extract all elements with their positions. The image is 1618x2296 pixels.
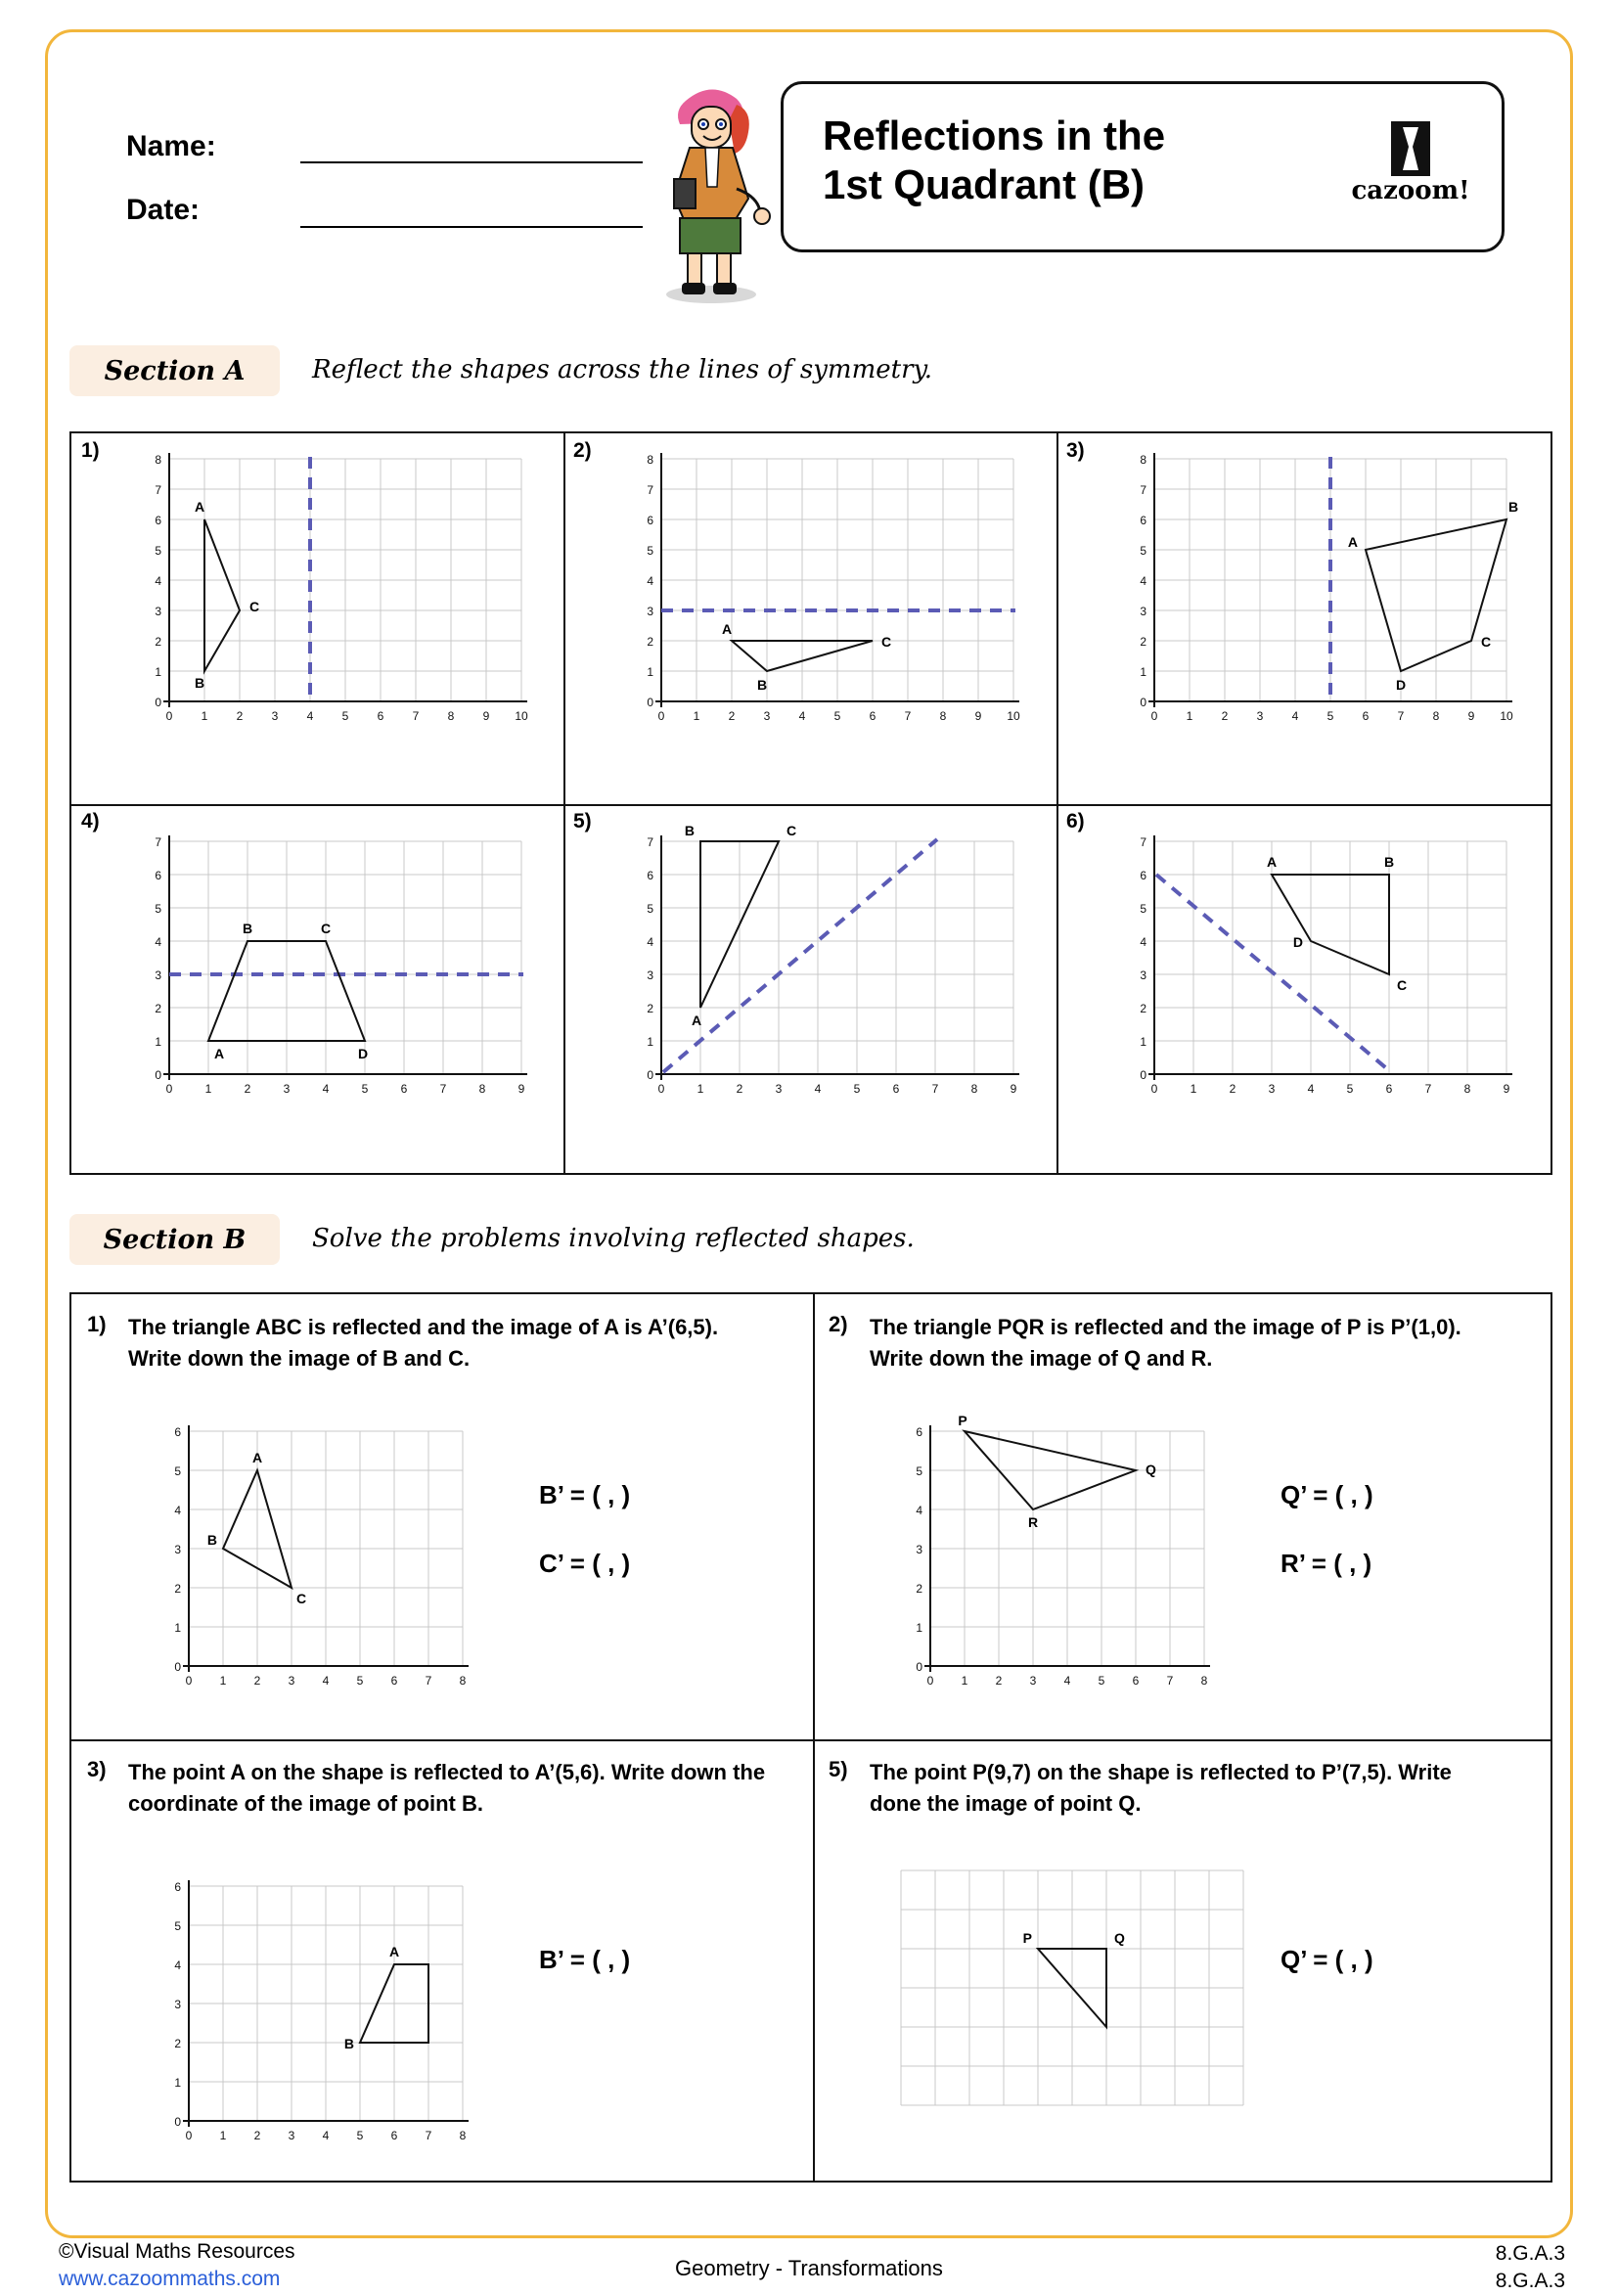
svg-text:0: 0 [926, 1674, 934, 1688]
svg-text:4: 4 [1291, 709, 1299, 723]
svg-text:A: A [214, 1046, 225, 1061]
svg-text:P: P [958, 1413, 967, 1428]
svg-text:6: 6 [377, 709, 384, 723]
svg-text:6: 6 [647, 869, 653, 882]
question-b3-number: 3) [87, 1757, 107, 1781]
svg-text:0: 0 [185, 2129, 193, 2142]
svg-text:B: B [242, 921, 253, 936]
svg-text:10: 10 [1500, 709, 1513, 723]
svg-text:6: 6 [400, 1082, 408, 1096]
svg-text:10: 10 [515, 709, 528, 723]
svg-text:5: 5 [833, 709, 841, 723]
title-box [781, 81, 1505, 252]
svg-text:6: 6 [1362, 709, 1370, 723]
svg-text:6: 6 [869, 709, 876, 723]
svg-text:2: 2 [174, 1582, 181, 1596]
svg-text:3: 3 [775, 1082, 783, 1096]
footer-standard-2: 8.G.A.3 [1495, 2270, 1565, 2293]
section-a-instruction: Reflect the shapes across the lines of symmetry. [312, 355, 932, 384]
svg-text:3: 3 [763, 709, 771, 723]
svg-text:C: C [881, 634, 892, 650]
svg-text:2: 2 [647, 1002, 653, 1015]
question-b2-answer-r[interactable]: R’ = ( , ) [1281, 1549, 1372, 1578]
svg-text:4: 4 [647, 935, 653, 949]
svg-text:0: 0 [657, 1082, 665, 1096]
question-b1-answer-c[interactable]: C’ = ( , ) [539, 1549, 631, 1578]
svg-text:2: 2 [728, 709, 736, 723]
svg-text:6: 6 [1385, 1082, 1393, 1096]
svg-text:9: 9 [517, 1082, 525, 1096]
svg-text:1: 1 [204, 1082, 212, 1096]
svg-text:C: C [1481, 634, 1492, 650]
svg-text:0: 0 [657, 709, 665, 723]
svg-text:4: 4 [1063, 1674, 1071, 1688]
svg-text:5: 5 [361, 1082, 369, 1096]
svg-text:8: 8 [447, 709, 455, 723]
svg-text:6: 6 [892, 1082, 900, 1096]
question-a4-graph [71, 804, 563, 1175]
svg-text:7: 7 [1166, 1674, 1174, 1688]
svg-text:0: 0 [647, 1068, 653, 1082]
svg-text:1: 1 [155, 665, 161, 679]
svg-text:4: 4 [174, 1504, 181, 1517]
svg-text:5: 5 [155, 902, 161, 916]
svg-text:7: 7 [647, 483, 653, 497]
svg-text:8: 8 [1140, 453, 1146, 467]
svg-text:0: 0 [647, 696, 653, 709]
svg-text:3: 3 [155, 605, 161, 618]
question-b5-answer-q[interactable]: Q’ = ( , ) [1281, 1945, 1373, 1974]
section-a-label: Section A [69, 345, 280, 396]
svg-text:0: 0 [1150, 709, 1158, 723]
cazoom-logo [1347, 121, 1474, 219]
svg-text:6: 6 [1140, 869, 1146, 882]
svg-text:2: 2 [236, 709, 244, 723]
svg-text:A: A [691, 1013, 702, 1028]
svg-text:4: 4 [322, 1674, 330, 1688]
worksheet-header [48, 32, 1570, 296]
question-a3-graph [1056, 433, 1554, 804]
svg-text:2: 2 [1229, 1082, 1236, 1096]
svg-text:8: 8 [939, 709, 947, 723]
title-line-2: 1st Quadrant (B) [823, 161, 1146, 208]
svg-text:2: 2 [1140, 635, 1146, 649]
svg-text:5: 5 [356, 1674, 364, 1688]
svg-text:8: 8 [478, 1082, 486, 1096]
svg-text:B: B [206, 1532, 217, 1548]
svg-text:8: 8 [1463, 1082, 1471, 1096]
svg-text:7: 7 [931, 1082, 939, 1096]
question-b1 [71, 1294, 813, 1739]
svg-text:3: 3 [155, 968, 161, 982]
svg-text:9: 9 [1503, 1082, 1510, 1096]
question-b1-number: 1) [87, 1312, 107, 1336]
svg-text:4: 4 [798, 709, 806, 723]
svg-text:7: 7 [439, 1082, 447, 1096]
svg-text:2: 2 [1140, 1002, 1146, 1015]
svg-text:0: 0 [174, 1660, 181, 1674]
svg-text:5: 5 [1140, 544, 1146, 558]
worksheet-page [45, 29, 1573, 2238]
svg-text:0: 0 [916, 1660, 922, 1674]
question-b5-number: 5) [829, 1757, 848, 1781]
question-b1-text: The triangle ABC is reflected and the image of A is A’(6,5). Write down the image of B and C. [128, 1315, 719, 1371]
svg-text:2: 2 [174, 2037, 181, 2050]
svg-text:7: 7 [1424, 1082, 1432, 1096]
svg-text:1: 1 [1140, 665, 1146, 679]
section-b-instruction: Solve the problems involving reflected shapes. [312, 1224, 915, 1253]
svg-text:8: 8 [647, 453, 653, 467]
question-b2-text: The triangle PQR is reflected and the image of P is P’(1,0). Write down the image of Q and R. [870, 1315, 1461, 1371]
svg-text:3: 3 [174, 1998, 181, 2011]
svg-text:B: B [1508, 499, 1519, 515]
svg-text:5: 5 [155, 544, 161, 558]
svg-text:3: 3 [647, 968, 653, 982]
svg-text:3: 3 [1140, 605, 1146, 618]
svg-text:3: 3 [1140, 968, 1146, 982]
question-a3 [1056, 433, 1554, 804]
question-b3 [71, 1739, 813, 2184]
footer-website-link[interactable]: www.cazoommaths.com [59, 2268, 281, 2290]
svg-text:A: A [388, 1944, 400, 1959]
svg-text:5: 5 [356, 2129, 364, 2142]
svg-text:5: 5 [647, 544, 653, 558]
svg-text:1: 1 [647, 665, 653, 679]
svg-text:6: 6 [1132, 1674, 1140, 1688]
question-a6-number: 6) [1066, 810, 1085, 833]
svg-text:6: 6 [174, 1425, 181, 1439]
svg-text:3: 3 [1029, 1674, 1037, 1688]
svg-text:1: 1 [219, 2129, 227, 2142]
svg-text:4: 4 [814, 1082, 822, 1096]
svg-text:B: B [1383, 854, 1395, 870]
svg-text:1: 1 [174, 2076, 181, 2090]
footer-standards [1496, 2240, 1565, 2296]
svg-text:5: 5 [1098, 1674, 1105, 1688]
question-a2-number: 2) [573, 439, 592, 462]
svg-text:1: 1 [961, 1674, 968, 1688]
svg-text:1: 1 [155, 1035, 161, 1049]
question-a4 [71, 804, 563, 1175]
svg-text:6: 6 [916, 1425, 922, 1439]
svg-text:2: 2 [995, 1674, 1003, 1688]
svg-text:8: 8 [1200, 1674, 1208, 1688]
svg-text:9: 9 [1010, 1082, 1017, 1096]
svg-text:5: 5 [1346, 1082, 1354, 1096]
svg-text:1: 1 [201, 709, 208, 723]
question-a6 [1056, 804, 1554, 1175]
svg-text:0: 0 [155, 696, 161, 709]
svg-text:B: B [194, 675, 205, 691]
svg-text:4: 4 [322, 1082, 330, 1096]
question-a6-graph [1056, 804, 1554, 1175]
svg-text:2: 2 [244, 1082, 251, 1096]
svg-text:1: 1 [693, 709, 700, 723]
svg-text:3: 3 [288, 1674, 295, 1688]
svg-text:P: P [1022, 1930, 1032, 1946]
svg-text:0: 0 [165, 1082, 173, 1096]
svg-text:2: 2 [916, 1582, 922, 1596]
svg-text:3: 3 [271, 709, 279, 723]
svg-text:2: 2 [253, 1674, 261, 1688]
date-label: Date: [126, 194, 201, 226]
svg-text:1: 1 [697, 1082, 704, 1096]
question-a1-number: 1) [81, 439, 100, 462]
svg-text:0: 0 [174, 2115, 181, 2129]
svg-text:B: B [343, 2036, 354, 2051]
svg-text:9: 9 [974, 709, 982, 723]
svg-text:1: 1 [647, 1035, 653, 1049]
svg-text:2: 2 [647, 635, 653, 649]
svg-text:3: 3 [647, 605, 653, 618]
svg-text:3: 3 [288, 2129, 295, 2142]
page-title [823, 112, 1351, 210]
svg-text:A: A [721, 621, 733, 637]
svg-text:7: 7 [155, 835, 161, 849]
svg-text:8: 8 [155, 453, 161, 467]
svg-text:0: 0 [1140, 696, 1146, 709]
question-b2 [813, 1294, 1554, 1739]
question-b5-graph [862, 1857, 1312, 2180]
svg-text:C: C [787, 823, 797, 838]
question-a2-graph [563, 433, 1056, 804]
svg-text:0: 0 [1150, 1082, 1158, 1096]
svg-text:3: 3 [174, 1543, 181, 1556]
svg-text:C: C [320, 921, 332, 936]
question-b2-answer-q[interactable]: Q’ = ( , ) [1281, 1480, 1373, 1509]
svg-text:8: 8 [459, 2129, 467, 2142]
question-b5-text: The point P(9,7) on the shape is reflected to P’(7,5). Write done the image of point Q. [870, 1760, 1452, 1816]
svg-text:8: 8 [970, 1082, 978, 1096]
question-b1-answer-b[interactable]: B’ = ( , ) [539, 1480, 631, 1509]
svg-text:4: 4 [155, 935, 161, 949]
question-b3-text: The point A on the shape is reflected to A’(5,6). Write down the coordinate of the image of point B. [128, 1760, 766, 1816]
svg-text:8: 8 [1432, 709, 1440, 723]
question-a1 [71, 433, 563, 804]
svg-text:2: 2 [736, 1082, 743, 1096]
svg-text:2: 2 [253, 2129, 261, 2142]
svg-text:4: 4 [647, 574, 653, 588]
svg-text:1: 1 [174, 1621, 181, 1635]
svg-text:3: 3 [916, 1543, 922, 1556]
question-b3-answer-b[interactable]: B’ = ( , ) [539, 1945, 631, 1974]
student-illustration [635, 71, 782, 306]
date-input-line[interactable] [300, 226, 643, 228]
footer-standard-1: 8.G.A.3 [1495, 2242, 1565, 2265]
svg-text:5: 5 [174, 1464, 181, 1478]
name-label: Name: [126, 130, 216, 162]
svg-text:4: 4 [174, 1958, 181, 1972]
svg-text:7: 7 [1140, 835, 1146, 849]
question-b1-graph [120, 1402, 570, 1725]
svg-text:6: 6 [174, 1880, 181, 1894]
footer-topic: Geometry - Transformations [675, 2256, 943, 2280]
svg-text:0: 0 [185, 1674, 193, 1688]
svg-text:10: 10 [1007, 709, 1020, 723]
question-b2-number: 2) [829, 1312, 848, 1336]
svg-text:7: 7 [647, 835, 653, 849]
question-a3-number: 3) [1066, 439, 1085, 462]
svg-text:2: 2 [155, 1002, 161, 1015]
svg-text:9: 9 [1467, 709, 1475, 723]
logo-mark-icon [1347, 121, 1474, 176]
question-a5-number: 5) [573, 810, 592, 833]
svg-text:B: B [684, 823, 695, 838]
question-a4-number: 4) [81, 810, 100, 833]
svg-text:1: 1 [1140, 1035, 1146, 1049]
svg-text:6: 6 [1140, 514, 1146, 527]
svg-text:A: A [1266, 854, 1278, 870]
svg-text:3: 3 [283, 1082, 291, 1096]
svg-text:7: 7 [425, 2129, 432, 2142]
svg-text:2: 2 [1221, 709, 1229, 723]
svg-text:7: 7 [1140, 483, 1146, 497]
svg-text:A: A [194, 499, 205, 515]
svg-text:3: 3 [1256, 709, 1264, 723]
question-a5-graph [563, 804, 1056, 1175]
logo-wordmark: cazoom! [1351, 176, 1470, 205]
svg-text:3: 3 [1268, 1082, 1276, 1096]
svg-text:5: 5 [1326, 709, 1334, 723]
svg-text:Q: Q [1114, 1930, 1125, 1946]
svg-text:7: 7 [1397, 709, 1405, 723]
question-b5 [813, 1739, 1554, 2184]
svg-text:A: A [1347, 534, 1358, 550]
title-line-1: Reflections in the [823, 113, 1166, 158]
svg-text:7: 7 [425, 1674, 432, 1688]
svg-text:0: 0 [1140, 1068, 1146, 1082]
svg-text:7: 7 [904, 709, 912, 723]
svg-text:1: 1 [916, 1621, 922, 1635]
svg-text:C: C [249, 599, 260, 614]
svg-text:7: 7 [155, 483, 161, 497]
svg-text:0: 0 [165, 709, 173, 723]
svg-text:2: 2 [155, 635, 161, 649]
question-b2-graph [862, 1402, 1312, 1725]
svg-text:4: 4 [916, 1504, 922, 1517]
svg-text:5: 5 [174, 1919, 181, 1933]
svg-text:4: 4 [306, 709, 314, 723]
svg-text:6: 6 [390, 2129, 398, 2142]
section-b-grid-container [69, 1292, 1552, 2183]
svg-text:D: D [1292, 934, 1303, 950]
question-b3-graph [120, 1857, 570, 2180]
svg-text:0: 0 [155, 1068, 161, 1082]
svg-text:4: 4 [1140, 935, 1146, 949]
question-a1-graph [71, 433, 563, 804]
svg-text:5: 5 [341, 709, 349, 723]
svg-text:C: C [296, 1591, 307, 1606]
question-a2 [563, 433, 1056, 804]
svg-text:8: 8 [459, 1674, 467, 1688]
svg-text:A: A [251, 1450, 263, 1465]
svg-text:R: R [1027, 1514, 1039, 1530]
svg-text:D: D [1395, 677, 1407, 693]
svg-text:B: B [756, 677, 768, 693]
svg-text:D: D [357, 1046, 369, 1061]
name-input-line[interactable] [300, 161, 643, 163]
svg-text:1: 1 [219, 1674, 227, 1688]
footer-copyright: ©Visual Maths Resources [59, 2240, 295, 2263]
svg-text:5: 5 [647, 902, 653, 916]
svg-text:5: 5 [853, 1082, 861, 1096]
svg-text:6: 6 [647, 514, 653, 527]
svg-text:1: 1 [1190, 1082, 1197, 1096]
svg-text:C: C [1397, 977, 1408, 993]
svg-text:4: 4 [1307, 1082, 1315, 1096]
svg-text:1: 1 [1186, 709, 1193, 723]
question-a5 [563, 804, 1056, 1175]
svg-text:6: 6 [155, 514, 161, 527]
svg-text:6: 6 [390, 1674, 398, 1688]
svg-text:4: 4 [1140, 574, 1146, 588]
svg-text:5: 5 [916, 1464, 922, 1478]
section-a-grid-container [69, 431, 1552, 1175]
section-b-label: Section B [69, 1214, 280, 1265]
svg-text:9: 9 [482, 709, 490, 723]
svg-text:4: 4 [322, 2129, 330, 2142]
svg-text:4: 4 [155, 574, 161, 588]
svg-text:Q: Q [1146, 1462, 1156, 1477]
svg-text:7: 7 [412, 709, 420, 723]
svg-text:5: 5 [1140, 902, 1146, 916]
svg-text:6: 6 [155, 869, 161, 882]
